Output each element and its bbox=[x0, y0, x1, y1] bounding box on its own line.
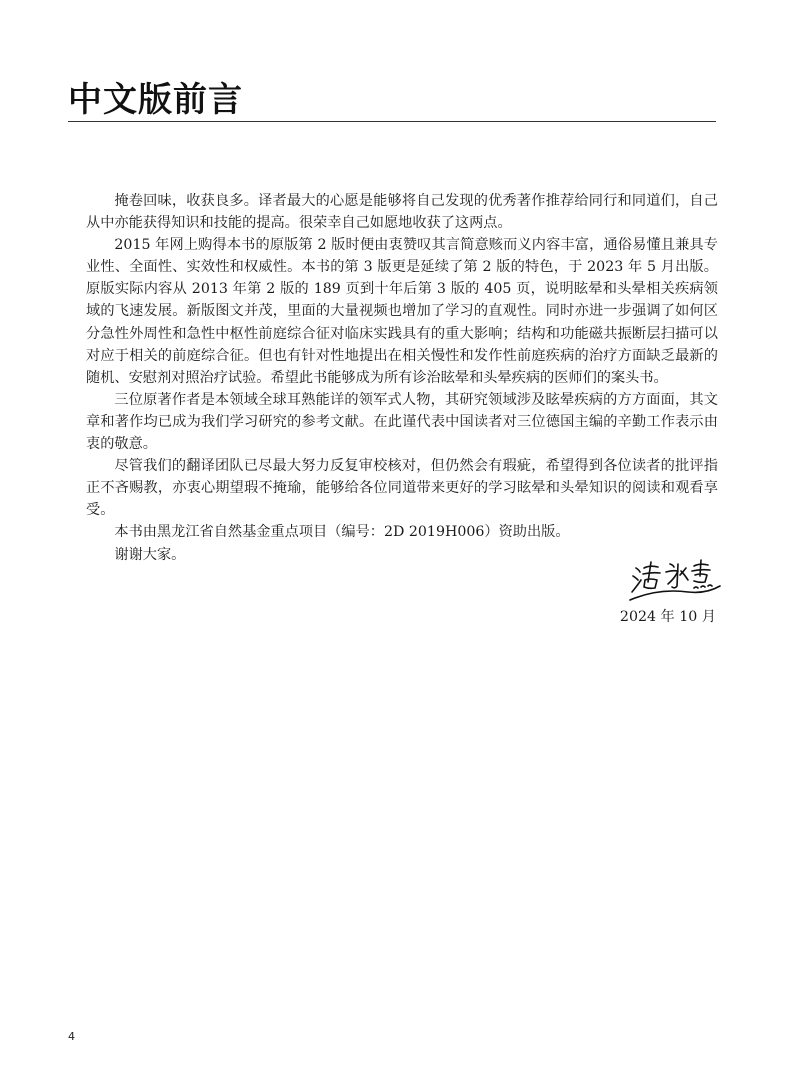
paragraph: 掩卷回味，收获良多。译者最大的心愿是能够将自己发现的优秀著作推荐给同行和同道们，自己从中亦能获得知识和技能的提高。很荣幸自己如愿地收获了这两点。 bbox=[86, 193, 718, 232]
paragraph: 三位原著作者是本领域全球耳熟能详的领军式人物，其研究领域涉及眩晕疾病的方方面面，其文章和著作均已成为我们学习研究的参考文献。在此谨代表中国读者对三位德国主编的辛勤工作表示由衷的敬意。 bbox=[86, 391, 718, 453]
paragraph: 本书由黑龙江省自然基金重点项目（编号：2D 2019H006）资助出版。 bbox=[114, 524, 570, 541]
handwritten-signature bbox=[628, 558, 724, 604]
page-number: 4 bbox=[68, 1030, 75, 1043]
paragraph: 2015 年网上购得本书的原版第 2 版时便由衷赞叹其言简意赅而义内容丰富，通俗易懂且兼具专业性、全面性、实效性和权威性。本书的第 3 版更是延续了第 2 版的特色，于 2023 年 5 月出版。原版实际内容从 2013 年第 2 版的 189 页到十年后第 3 版的 405 页，说明眩晕和头晕相关疾病领域的飞速发展。新版图文并茂，里面的大量视频也增加了学习的直观性。同时亦进一步强调了如何区分急性外周性和急性中枢性前庭综合征对临床实践具有的重大影响；结构和功能磁共振断层扫描可以对应于相关的前庭综合征。但也有针对性地提出在相关慢性和发作性前庭疾病的治疗方面缺乏最新的随机、安慰剂对照治疗试验。希望此书能够成为所有诊治眩晕和头晕疾病的医师们的案头书。 bbox=[86, 237, 718, 386]
page-title: 中文版前言 bbox=[68, 80, 243, 120]
preface-body bbox=[86, 190, 718, 566]
paragraph: 尽管我们的翻译团队已尽最大努力反复审校核对，但仍然会有瑕疵，希望得到各位读者的批评指正不吝赐教，亦衷心期望瑕不掩瑜，能够给各位同道带来更好的学习眩晕和头晕知识的阅读和观看享受。 bbox=[86, 458, 718, 519]
title-divider bbox=[68, 121, 716, 122]
paragraph: 谢谢大家。 bbox=[114, 546, 186, 563]
date: 2024 年 10 月 bbox=[619, 609, 716, 625]
